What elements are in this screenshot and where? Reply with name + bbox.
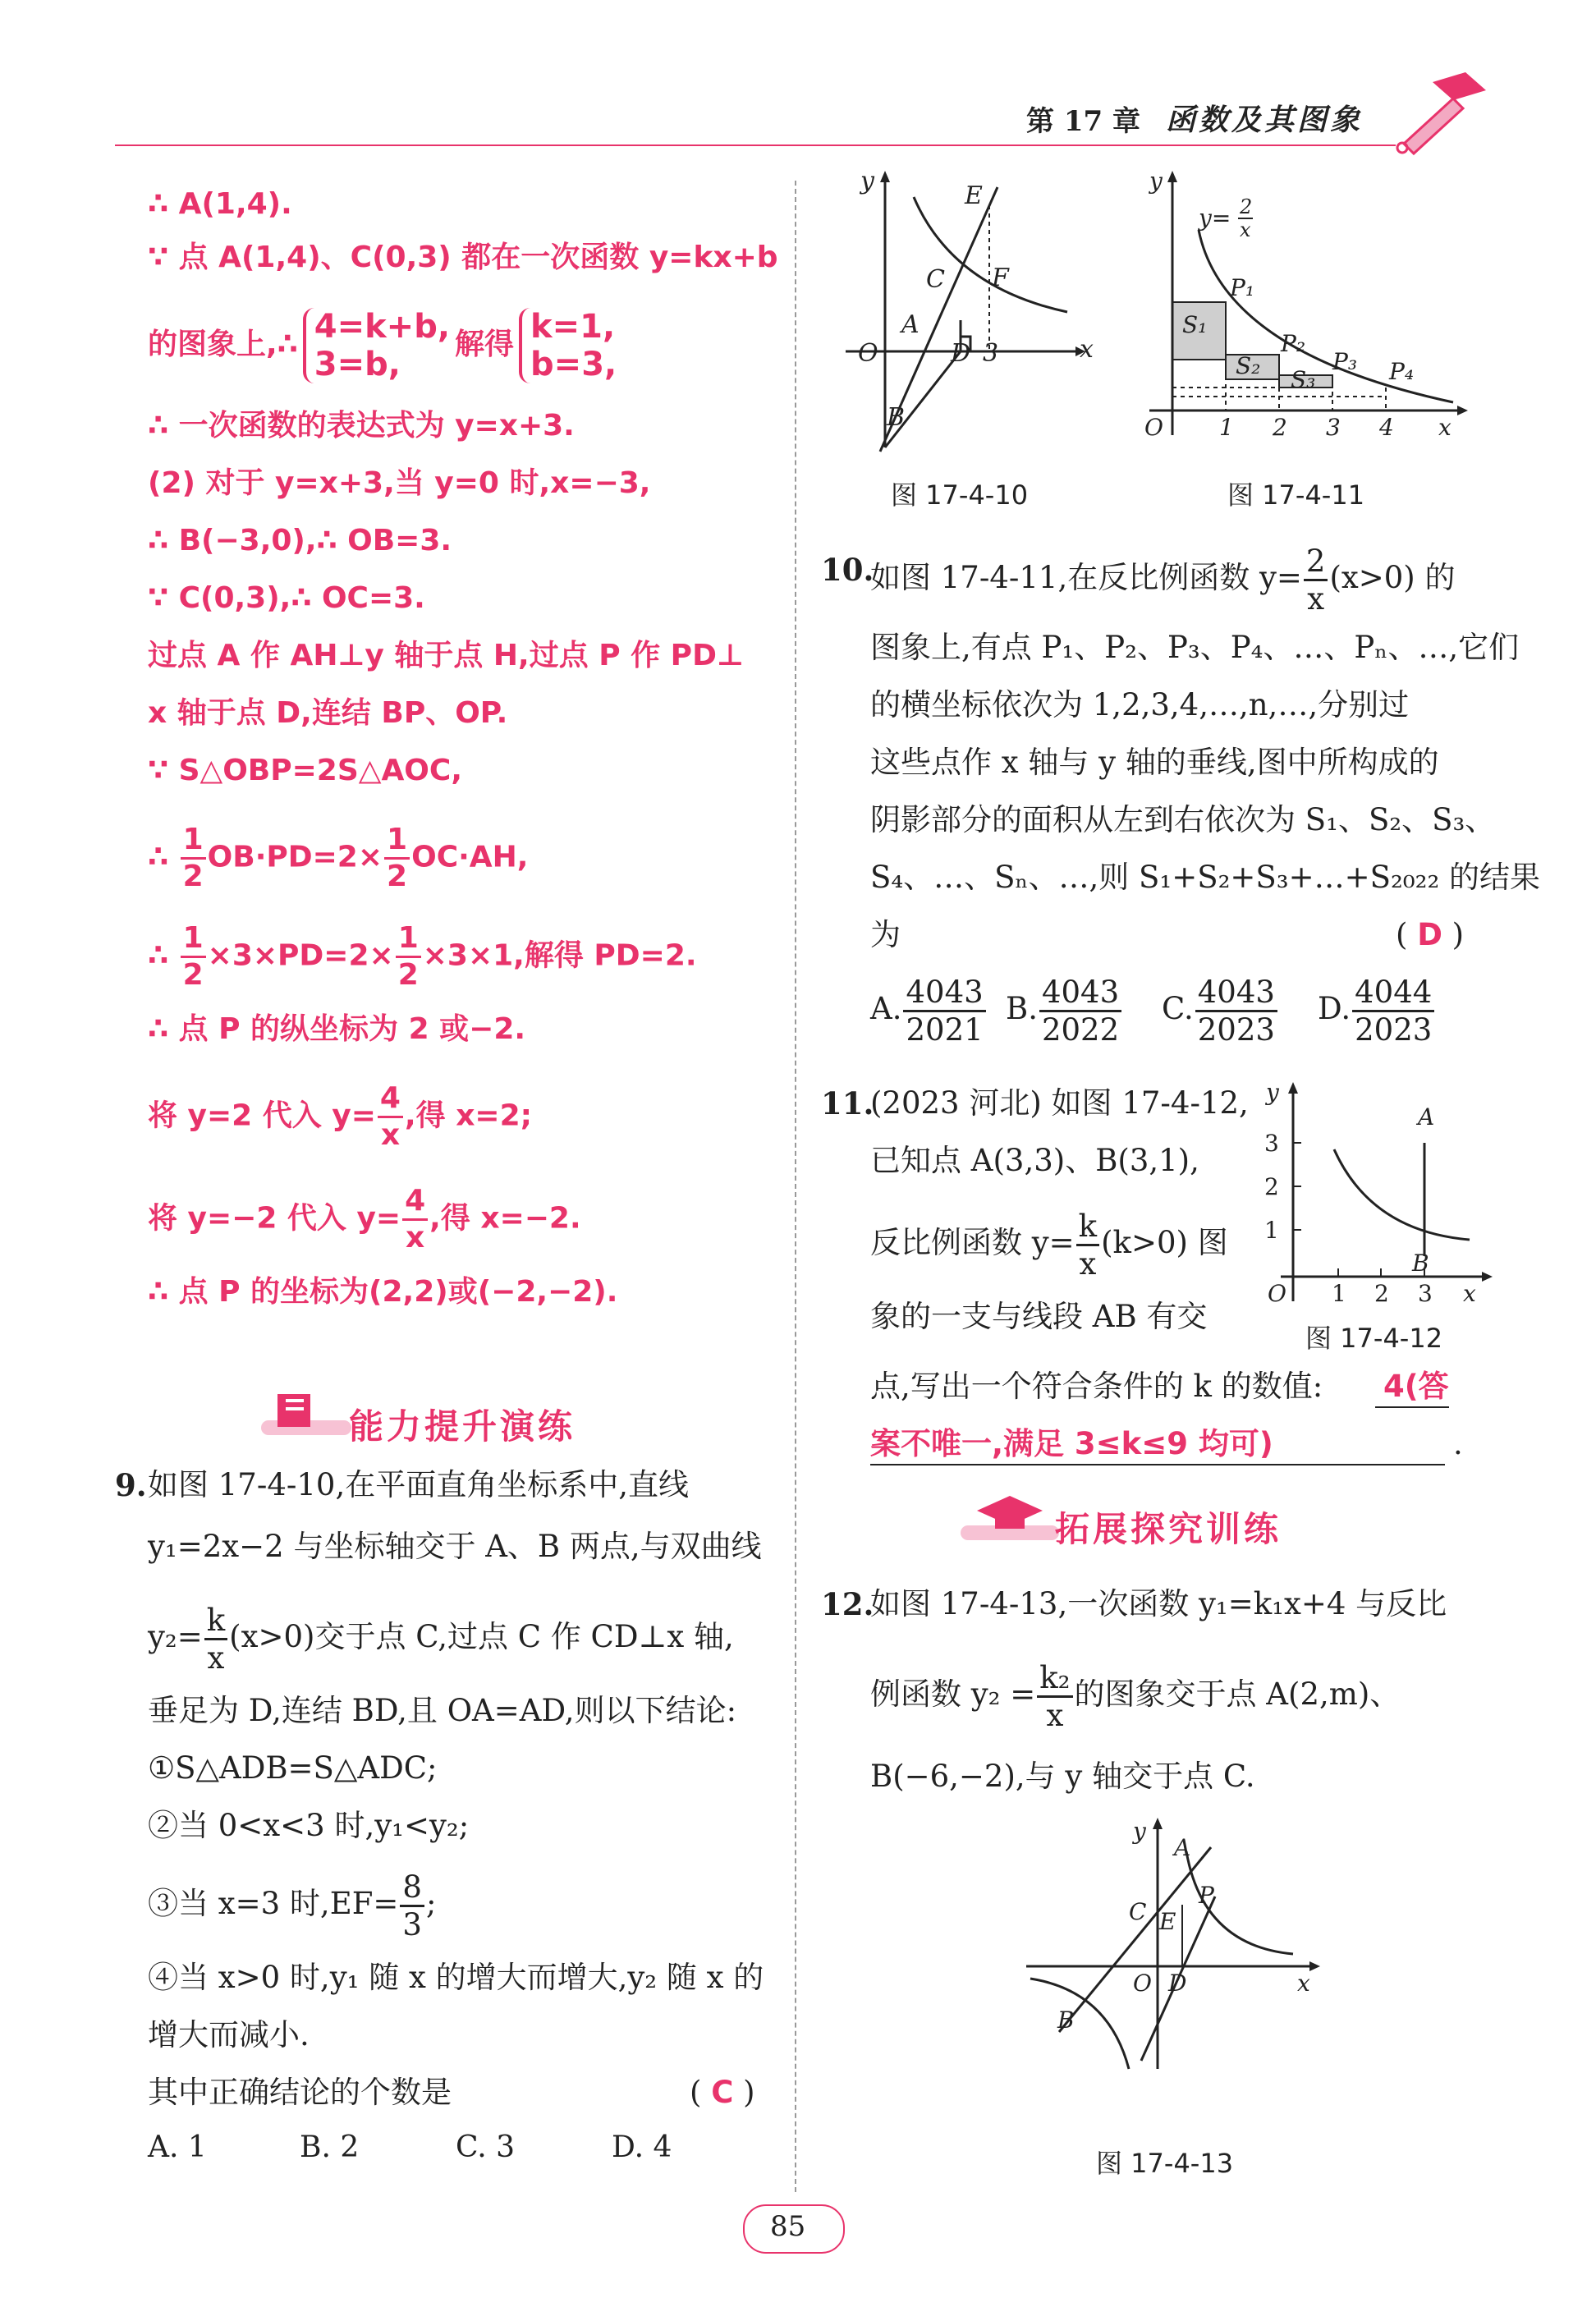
q11-line: 象的一支与线段 AB 有交 (870, 1299, 1208, 1334)
sol-line-8: 过点 A 作 AH⊥y 轴于点 H,过点 P 作 PD⊥ (148, 639, 744, 672)
q9-number: 9. (115, 1467, 147, 1503)
figure-12-caption: 图 17-4-12 (1305, 1323, 1443, 1354)
fig11-tick-4: 4 (1379, 414, 1394, 441)
section-extend-title: 拓展探究训练 (1055, 1509, 1282, 1549)
q9-option-b: B. 2 (300, 2130, 360, 2164)
fig11-P2-label: P₂ (1281, 330, 1306, 357)
fig13-P-label: P (1199, 1882, 1214, 1909)
fig10-D-label: D (951, 339, 971, 368)
fig13-B-label: B (1057, 2007, 1075, 2034)
fraction-half: $\frac{1}{2}$ (181, 825, 206, 892)
q9-answer-bracket: ( C ) (690, 2075, 755, 2110)
fig10-3-label: 3 (983, 339, 999, 368)
q11-end: . (1453, 1426, 1463, 1461)
section-ability-title: 能力提升演练 (349, 1406, 576, 1447)
sol-line-1: ∴ A(1,4). (148, 187, 292, 221)
sol-line-7: ∵ C(0,3),∴ OC=3. (148, 581, 425, 615)
figure-10-graph (829, 164, 1108, 460)
q9-claim-4-cont: 增大而减小. (148, 2017, 310, 2052)
fig10-A-label: A (901, 310, 920, 339)
q10-option-c: C. $\frac{4043}{2023}$ (1162, 977, 1279, 1045)
fig12-y-label: y (1266, 1079, 1279, 1106)
q10-line: 图象上,有点 P₁、P₂、P₃、P₄、…、Pₙ、…,它们 (870, 630, 1520, 665)
q9-line: 如图 17-4-10,在平面直角坐标系中,直线 (148, 1467, 689, 1502)
q9-claim-2: ②当 0<x<3 时,y₁<y₂; (148, 1808, 470, 1843)
q9-line: y₁=2x−2 与坐标轴交于 A、B 两点,与双曲线 (148, 1529, 762, 1564)
fig11-tick-3: 3 (1326, 414, 1341, 441)
sol-line-11: ∴ $\frac{1}{2}$ OB·PD=2× $\frac{1}{2}$ OC·AH, (148, 823, 529, 893)
q11-number: 11. (821, 1085, 874, 1121)
q12-line: 如图 17-4-13,一次函数 y₁=k₁x+4 与反比 (870, 1586, 1447, 1621)
q11-line: 反比例函数 y= $\frac{k}{x}$ (k>0) 图 (870, 1209, 1228, 1282)
fig12-A-label: A (1418, 1103, 1435, 1131)
fraction-half: $\frac{1}{2}$ (181, 924, 206, 990)
book-icon (261, 1387, 351, 1445)
sol-line-16: ∴ 点 P 的坐标为(2,2)或(−2,−2). (148, 1275, 618, 1309)
sol-line-5: (2) 对于 y=x+3,当 y=0 时,x=−3, (148, 466, 651, 500)
sol-line-3 (148, 308, 621, 383)
fig12-x-label: x (1463, 1280, 1476, 1307)
q10-option-b: B. $\frac{4043}{2022}$ (1006, 977, 1123, 1045)
pencil-cap-icon (1387, 66, 1494, 156)
fig12-tick-y3: 3 (1264, 1130, 1279, 1157)
fraction-4-over-x: $\frac{4}{x}$ (378, 1084, 403, 1150)
q10-line: S₄、…、Sₙ、…,则 S₁+S₂+S₃+…+S₂₀₂₂ 的结果 (870, 860, 1541, 895)
sol-eq: 3=b, (314, 346, 401, 383)
fig11-S1-label: S₁ (1182, 311, 1208, 338)
fig10-x-label: x (1080, 335, 1094, 364)
fig10-O-label: O (858, 339, 878, 368)
fig11-P4-label: P₄ (1389, 358, 1415, 385)
fig11-tick-2: 2 (1273, 414, 1287, 441)
sol-line-6: ∴ B(−3,0),∴ OB=3. (148, 524, 452, 557)
q10-line: 为 (870, 917, 901, 952)
fig13-D-label: D (1168, 1970, 1187, 1997)
sol-system-1 (303, 308, 450, 383)
q9-claim-1: ①S△ADB=S△ADC; (148, 1750, 438, 1786)
sol-system-2 (519, 308, 617, 383)
page-number: 85 (770, 2210, 806, 2243)
fig12-tick-x1: 1 (1332, 1280, 1346, 1307)
graduation-cap-icon (961, 1493, 1059, 1550)
fig11-y-label: y (1149, 167, 1163, 195)
q12-line: B(−6,−2),与 y 轴交于点 C. (870, 1759, 1255, 1794)
fig13-C-label: C (1129, 1898, 1147, 1925)
fraction-2-over-x: $\frac{2}{x}$ (1304, 546, 1328, 614)
fig10-B-label: B (887, 403, 906, 432)
q10-line: 如图 17-4-11,在反比例函数 y= $\frac{2}{x}$ (x>0) 的 (870, 543, 1456, 617)
fig11-func-label: y= (1199, 204, 1231, 232)
q11-line: 点,写出一个符合条件的 k 的数值: (870, 1369, 1323, 1404)
header-rule (115, 144, 1396, 146)
sol-text: 的图象上,∴ (148, 328, 298, 361)
q11-line: 已知点 A(3,3)、B(3,1), (870, 1143, 1199, 1178)
sol-eq: b=3, (530, 346, 617, 383)
fraction-half: $\frac{1}{2}$ (396, 924, 421, 990)
fig11-P1-label: P₁ (1230, 274, 1255, 301)
fig12-tick-y2: 2 (1264, 1173, 1279, 1200)
fig13-A-label: A (1174, 1834, 1191, 1861)
fig11-tick-1: 1 (1219, 414, 1234, 441)
q9-answer: C (711, 2075, 734, 2110)
fig11-S3-label: S₃ (1291, 366, 1316, 393)
fraction-4-over-x: $\frac{4}{x}$ (402, 1186, 428, 1253)
sol-line-10: ∵ S△OBP=2S△AOC, (148, 754, 463, 787)
figure-12-graph (1256, 1076, 1494, 1314)
sol-line-2: ∵ 点 A(1,4)、C(0,3) 都在一次函数 y=kx+b (148, 241, 778, 274)
figure-13-graph (1018, 1814, 1330, 2077)
fig12-O-label: O (1268, 1280, 1286, 1307)
q10-number: 10. (821, 552, 874, 588)
q9-question: 其中正确结论的个数是 (148, 2075, 452, 2110)
fig13-E-label: E (1159, 1908, 1176, 1935)
fraction-8-over-3: $\frac{8}{3}$ (400, 1872, 424, 1940)
figure-13-caption: 图 17-4-13 (1096, 2148, 1234, 2179)
fig12-tick-x3: 3 (1418, 1280, 1433, 1307)
fig12-tick-x2: 2 (1374, 1280, 1389, 1307)
fraction-k2-over-x: $\frac{\text{k₂}}{x}$ (1037, 1663, 1072, 1731)
q11-answer-cont: 案不唯一,满足 3≤k≤9 均可) (870, 1424, 1445, 1465)
fig10-C-label: C (926, 265, 945, 294)
q12-line: 例函数 y₂ = $\frac{\text{k₂}}{x}$ 的图象交于点 A(2,m)、 (870, 1660, 1401, 1733)
sol-line-9: x 轴于点 D,连结 BP、OP. (148, 696, 508, 730)
q10-answer: D (1417, 917, 1442, 952)
q9-line: y₂= $\frac{k}{x}$ (x>0)交于点 C,过点 C 作 CD⊥x 轴, (148, 1603, 734, 1676)
fig10-E-label: E (965, 181, 983, 210)
sol-line-4: ∴ 一次函数的表达式为 y=x+3. (148, 409, 575, 443)
q9-line: 垂足为 D,连结 BD,且 OA=AD,则以下结论: (148, 1693, 737, 1728)
fraction-k-over-x: $\frac{k}{x}$ (1076, 1211, 1099, 1279)
q10-answer-bracket: ( D ) (1396, 917, 1465, 952)
sol-line-14: 将 y=2 代入 y= $\frac{4}{x}$ ,得 x=2; (148, 1081, 533, 1152)
q9-option-a: A. 1 (148, 2130, 207, 2164)
q11-line: (2023 河北) 如图 17-4-12, (870, 1085, 1249, 1121)
fraction-k-over-x: $\frac{k}{x}$ (204, 1605, 227, 1673)
q9-claim-3: ③当 x=3 时,EF= $\frac{8}{3}$ ; (148, 1869, 437, 1942)
q10-line: 这些点作 x 轴与 y 轴的垂线,图中所构成的 (870, 745, 1439, 780)
sol-line-12: ∴ $\frac{1}{2}$ ×3×PD=2× $\frac{1}{2}$ ×3×1,解得 PD=2. (148, 921, 697, 992)
q9-claim-4: ④当 x>0 时,y₁ 随 x 的增大而增大,y₂ 随 x 的 (148, 1960, 764, 1995)
q10-line: 阴影部分的面积从左到右依次为 S₁、S₂、S₃、 (870, 802, 1496, 837)
fig13-x-label: x (1297, 1970, 1310, 1997)
fig12-tick-y1: 1 (1264, 1217, 1279, 1244)
fig10-y-label: y (860, 167, 874, 195)
fig10-F-label: F (992, 264, 1009, 292)
q9-option-c: C. 3 (456, 2130, 516, 2164)
sol-eq: k=1, (530, 308, 616, 346)
fig13-y-label: y (1133, 1818, 1146, 1845)
q9-option-d: D. 4 (612, 2130, 672, 2164)
fig11-x-label: x (1438, 414, 1452, 441)
fig11-P3-label: P₃ (1332, 348, 1358, 375)
sol-eq: 4=k+b, (314, 308, 451, 346)
sol-text: 解得 (455, 328, 515, 361)
fig11-O-label: O (1144, 414, 1163, 441)
q10-line: 的横坐标依次为 1,2,3,4,…,n,…,分别过 (870, 687, 1410, 722)
fig11-func-den: x (1240, 218, 1251, 241)
fig13-O-label: O (1133, 1970, 1152, 1997)
q10-option-d: D. $\frac{4044}{2023}$ (1318, 977, 1436, 1045)
fig11-func-num: 2 (1240, 195, 1253, 218)
figure-11-graph (1133, 164, 1478, 460)
figure-11-caption: 图 17-4-11 (1227, 479, 1365, 511)
q12-number: 12. (821, 1586, 874, 1622)
fig11-S2-label: S₂ (1236, 352, 1261, 379)
column-divider (795, 181, 796, 2192)
fig12-B-label: B (1412, 1250, 1429, 1277)
chapter-label: 第 17 章 (1026, 105, 1140, 138)
sol-line-13: ∴ 点 P 的纵坐标为 2 或−2. (148, 1012, 526, 1046)
chapter-title: 函数及其图象 (1166, 103, 1364, 137)
sol-line-15: 将 y=−2 代入 y= $\frac{4}{x}$ ,得 x=−2. (148, 1184, 581, 1254)
q11-answer: 4(答 (1375, 1367, 1449, 1408)
q10-option-a: A. $\frac{4043}{2021}$ (870, 977, 988, 1045)
figure-10-caption: 图 17-4-10 (891, 479, 1029, 511)
fraction-half: $\frac{1}{2}$ (384, 825, 410, 892)
